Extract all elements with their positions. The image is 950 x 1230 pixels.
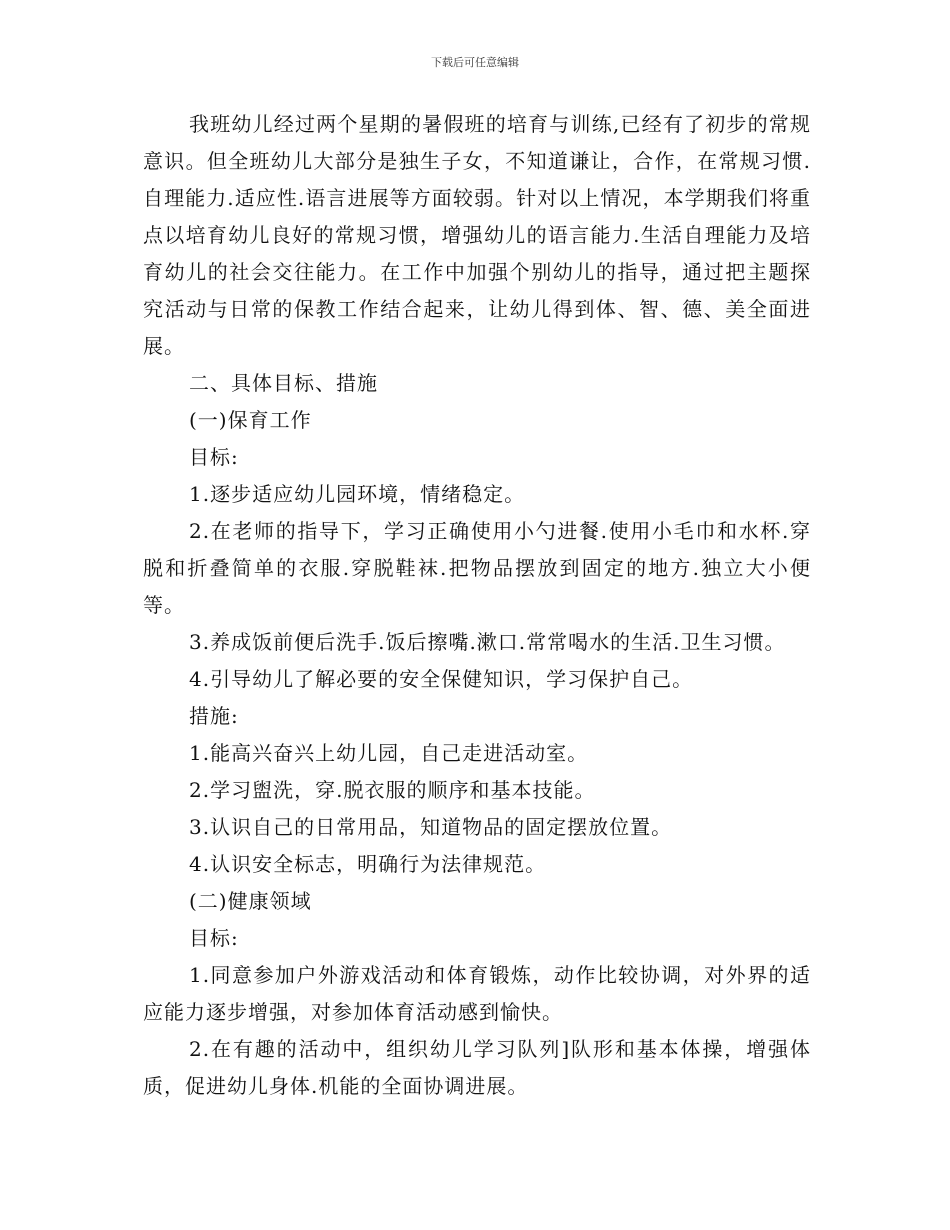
list-item-care-goal-4: 4.引导幼儿了解必要的安全保健知识，学习保护自己。 — [189, 667, 694, 691]
list-item-care-goal-3: 3.养成饭前便后洗手.饭后擦嘴.漱口.常常喝水的生活.卫生习惯。 — [189, 630, 786, 654]
list-item-care-goal-1: 1.逐步适应幼儿园环境，情绪稳定。 — [189, 482, 526, 506]
subsection-heading-care-work: (一)保育工作 — [189, 408, 312, 432]
list-item-measure-2: 2.学习盥洗，穿.脱衣服的顺序和基本技能。 — [189, 778, 596, 802]
section-heading-goals-measures: 二、具体目标、措施 — [189, 371, 378, 395]
list-item-health-goal-1: 1.同意参加户外游戏活动和体育锻炼，动作比较协调，对外界的适应能力逐步增强，对参加体育活动感到愉快。 — [143, 963, 811, 1024]
list-item-measure-4: 4.认识安全标志，明确行为法律规范。 — [189, 852, 547, 876]
list-item-health-goal-2: 2.在有趣的活动中，组织幼儿学习队列]队形和基本体操，增强体质，促进幼儿身体.机能的全面协调进展。 — [143, 1037, 811, 1098]
document-body — [143, 106, 811, 1105]
label-measures: 措施: — [189, 704, 239, 728]
page-header-note: 下载后可任意编辑 — [431, 56, 519, 69]
list-item-care-goal-2: 2.在老师的指导下，学习正确使用小勺进餐.使用小毛巾和水杯.穿脱和折叠简单的衣服.穿脱鞋袜.把物品摆放到固定的地方.独立大小便等。 — [143, 519, 811, 617]
subsection-heading-health: (二)健康领域 — [189, 889, 312, 913]
list-item-measure-3: 3.认识自己的日常用品，知道物品的固定摆放位置。 — [189, 815, 673, 839]
label-goals: 目标: — [189, 445, 239, 469]
paragraph-intro: 我班幼儿经过两个星期的暑假班的培育与训练,已经有了初步的常规意识。但全班幼儿大部分是独生子女，不知道谦让，合作，在常规习惯.自理能力.适应性.语言进展等方面较弱。针对以上情况，本学期我们将重点以培育幼儿良好的常规习惯，增强幼儿的语言能力.生活自理能力及培育幼儿的社会交往能力。在工作中加强个别幼儿的指导，通过把主题探究活动与日常的保教工作结合起来，让幼儿得到体、智、德、美全面进展。 — [143, 112, 811, 358]
list-item-measure-1: 1.能高兴奋兴上幼儿园，自己走进活动室。 — [189, 741, 589, 765]
label-health-goals: 目标: — [189, 926, 239, 950]
